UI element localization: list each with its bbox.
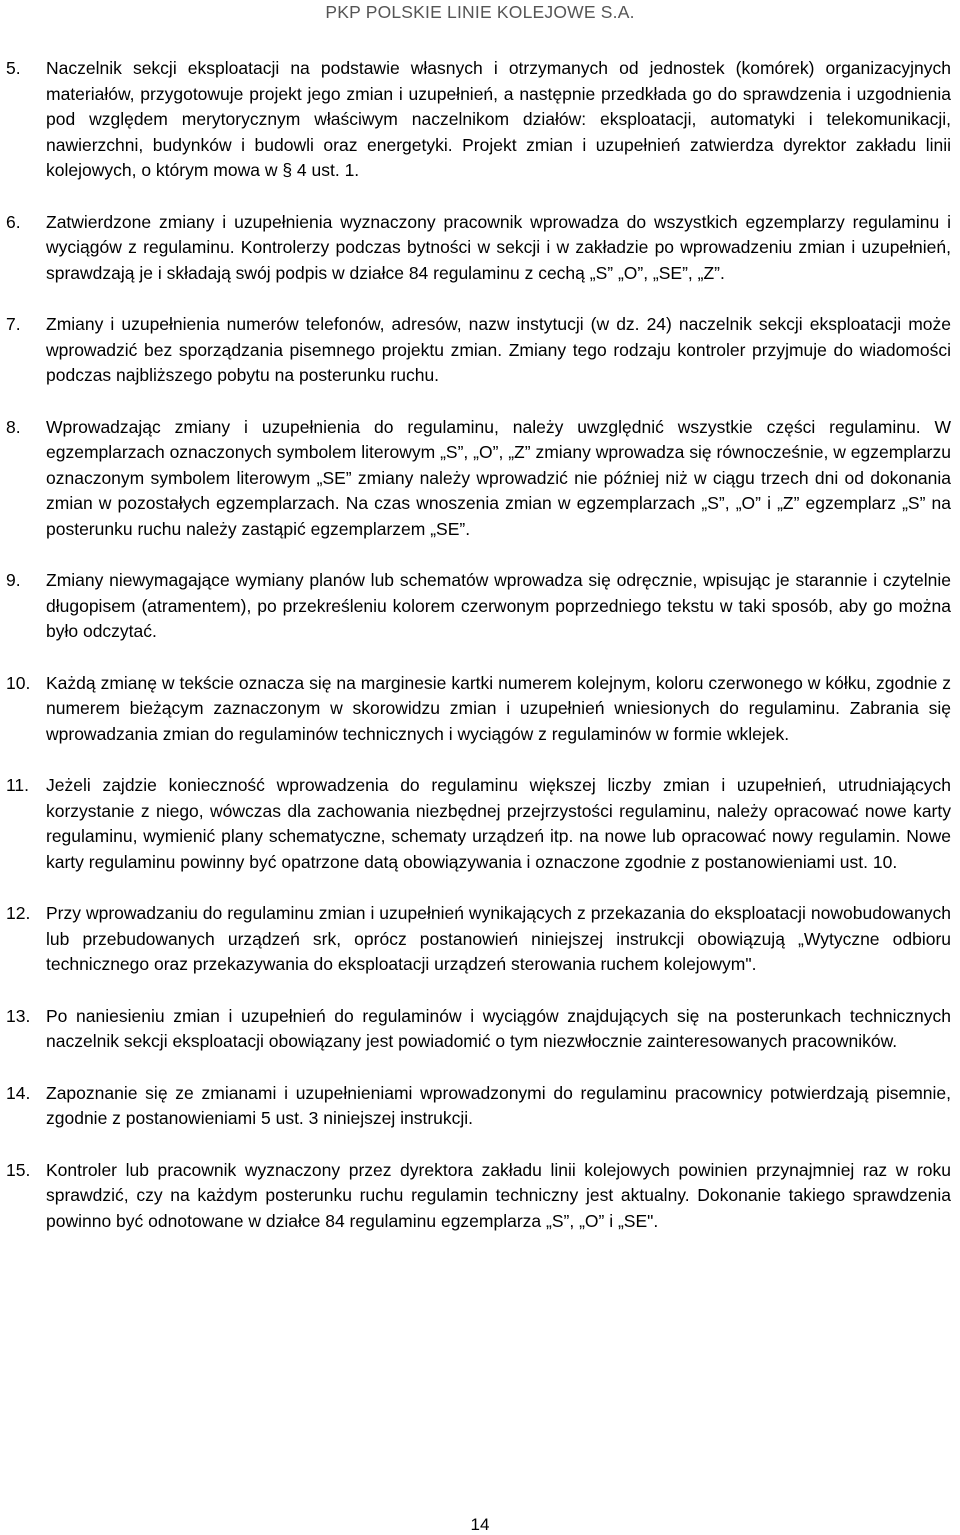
document-body — [6, 56, 951, 1260]
paragraph-number: 8. — [6, 416, 21, 437]
paragraph-number: 9. — [6, 570, 21, 590]
paragraph-6 — [6, 210, 951, 287]
paragraph-7 — [6, 312, 951, 389]
page-number: 14 — [470, 1515, 490, 1534]
paragraph-text: Zmiany i uzupełnienia numerów telefonów, adresów, nazw instytucji (w dz. 24) naczelnik sekcji eksploatacji może wprowadzić bez sporządzania pisemnego projektu zmian. Zmiany tego rodzaju kontroler przyjmuje do wiadomości podczas najbliższego pobytu na posterunku ruchu. — [46, 314, 951, 385]
paragraph-11 — [6, 773, 951, 875]
paragraph-12 — [6, 901, 951, 978]
paragraph-number: 14. — [6, 1082, 31, 1103]
paragraph-8 — [6, 415, 951, 543]
paragraph-text: Przy wprowadzaniu do regulaminu zmian i uzupełnień wynikających z przekazania do eksploatacji nowobudowanych lub przebudowanych urządzeń srk, oprócz postanowień niniejszej instrukcji obowiązują „Wytyczne odbioru technicznego oraz przekazywania do eksploatacji urządzeń sterowania ruchem kolejowym". — [46, 903, 951, 974]
paragraph-text: Zmiany niewymagające wymiany planów lub schematów wprowadza się odręcznie, wpisując je starannie i czytelnie długopisem (atramentem), po przekreśleniu kolorem czerwonym poprzedniego tekstu w taki sposób, aby go można było odczytać. — [46, 570, 951, 641]
paragraph-number: 5. — [6, 58, 21, 78]
paragraph-15 — [6, 1158, 951, 1235]
paragraph-number: 13. — [6, 1005, 31, 1026]
document-header: PKP POLSKIE LINIE KOLEJOWE S.A. — [325, 2, 635, 22]
paragraph-number: 6. — [6, 211, 21, 232]
paragraph-text: Każdą zmianę w tekście oznacza się na marginesie kartki numerem kolejnym, koloru czerwonego w kółku, zgodnie z numerem bieżącym zaznaczonym w skorowidzu zmian i uzupełnień wniesionych do regulaminu. Zabrania się wprowadzania zmian do regulaminów technicznych i wyciągów z regulaminów w formie wklejek. — [46, 672, 951, 744]
paragraph-number: 7. — [6, 314, 21, 334]
paragraph-number: 11. — [6, 775, 30, 795]
paragraph-number: 15. — [6, 1159, 31, 1180]
paragraph-text: Po naniesieniu zmian i uzupełnień do regulaminów i wyciągów znajdujących się na posterunkach technicznych naczelnik sekcji eksploatacji obowiązany jest powiadomić o tym niezwłocznie zainteresowanych pracowników. — [46, 1005, 951, 1051]
paragraph-text: Zapoznanie się ze zmianami i uzupełnieniami wprowadzonymi do regulaminu pracownicy potwierdzają pisemnie, zgodnie z postanowieniami 5 ust. 3 niniejszej instrukcji. — [46, 1082, 951, 1128]
paragraph-number: 10. — [6, 672, 31, 693]
paragraph-10 — [6, 671, 951, 748]
paragraph-13 — [6, 1004, 951, 1055]
paragraph-9 — [6, 568, 951, 645]
paragraph-text: Naczelnik sekcji eksploatacji na podstawie własnych i otrzymanych od jednostek (komórek) organizacyjnych materiałów, przygotowuje projekt jego zmian i uzupełnień, a następnie przedkłada go do sprawdzenia i uzgodnienia pod względem merytorycznym właściwym naczelnikom działów: eksploatacji, automatyki i telekomunikacji, nawierzchni, budynków i budowli oraz energetyki. Projekt zmian i uzupełnień zatwierdza dyrektor zakładu linii kolejowych, o którym mowa w § 4 ust. 1. — [46, 58, 951, 180]
paragraph-number: 12. — [6, 903, 31, 923]
paragraph-14 — [6, 1081, 951, 1132]
paragraph-text: Zatwierdzone zmiany i uzupełnienia wyznaczony pracownik wprowadza do wszystkich egzemplarzy regulaminu i wyciągów z regulaminu. Kontrolerzy podczas bytności w sekcji i w zakładzie po wprowadzeniu zmian i uzupełnień, sprawdzają je i składają swój podpis w działce 84 regulaminu z cechą „S” „O”, „SE”, „Z”. — [46, 211, 951, 283]
paragraph-text: Wprowadzając zmiany i uzupełnienia do regulaminu, należy uwzględnić wszystkie części regulaminu. W egzemplarzach oznaczonych symbolem literowym „S”, „O”, „Z” zmiany wprowadza się równocześnie, w egzemplarzu oznaczonym symbolem literowym „SE” zmiany należy wprowadzić nie później niż w ciągu trzech dni od dokonania zmian w pozostałych egzemplarzach. Na czas wnoszenia zmian w egzemplarzach „S”, „O” i „Z” egzemplarz „S” na posterunku ruchu należy zastąpić egzemplarzem „SE”. — [46, 416, 951, 539]
paragraph-text: Jeżeli zajdzie konieczność wprowadzenia do regulaminu większej liczby zmian i uzupełnień, utrudniających korzystanie z niego, wówczas dla zachowania niezbędnej przejrzystości regulaminu, należy opracować nowe karty regulaminu, wymienić plany schematyczne, schematy urządzeń itp. na nowe lub opracować nowy regulamin. Nowe karty regulaminu powinny być opatrzone datą obowiązywania i oznaczone zgodnie z postanowieniami ust. 10. — [46, 775, 951, 872]
paragraph-5 — [6, 56, 951, 184]
paragraph-text: Kontroler lub pracownik wyznaczony przez dyrektora zakładu linii kolejowych powinien przynajmniej raz w roku sprawdzić, czy na każdym posterunku ruchu regulamin techniczny jest aktualny. Dokonanie takiego sprawdzenia powinno być odnotowane w działce 84 regulaminu egzemplarza „S”, „O” i „SE". — [46, 1159, 951, 1231]
